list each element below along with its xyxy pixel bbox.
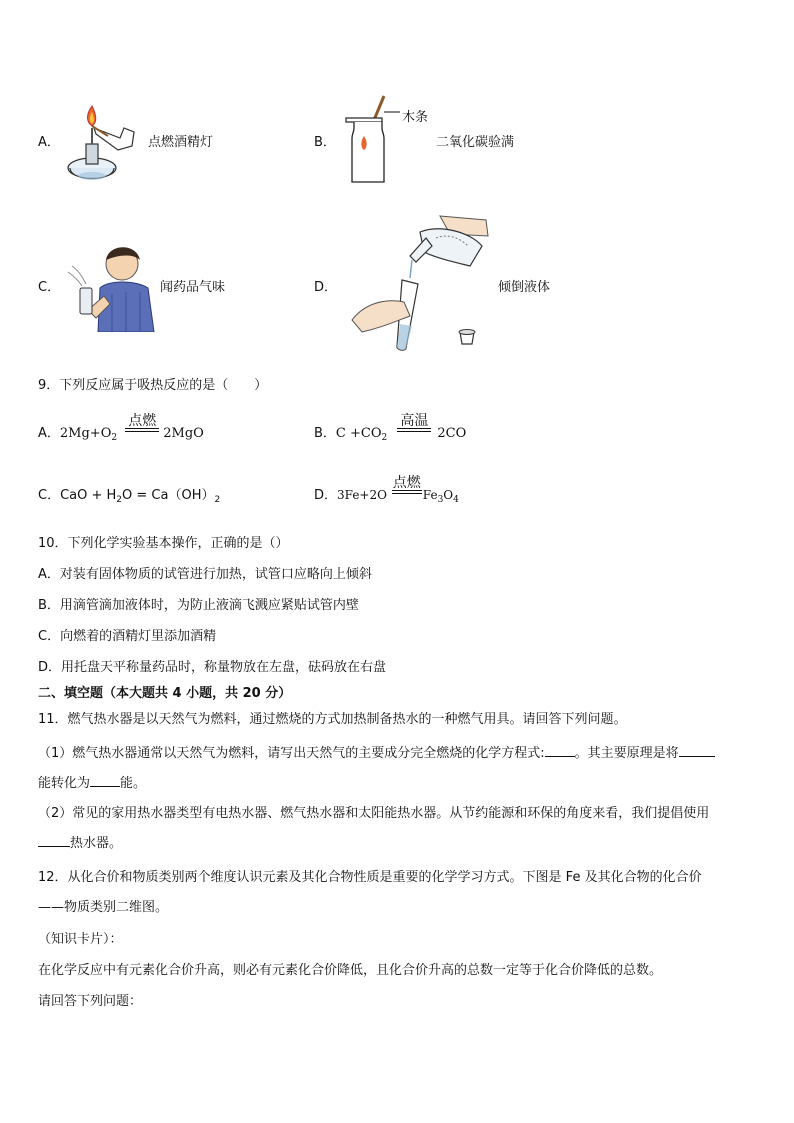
- option-c-letter: C．: [38, 280, 61, 295]
- smelling-chemical-figure: [64, 236, 160, 332]
- blank-energy-to: [90, 775, 120, 787]
- q9-option-b: B．$C +CO_2$ 高温 2CO: [314, 413, 467, 443]
- q11-part2-line1: （2）常见的家用热水器类型有电热水器、燃气热水器和太阳能热水器。从节约能源和环保的角度来看，我们提倡使用: [38, 806, 710, 821]
- q12-stem-line2: ——物质类别二维图。: [38, 900, 169, 915]
- q10-option-b: B．用滴管滴加液体时，为防止液滴飞溅应紧贴试管内壁: [38, 598, 359, 613]
- option-d-caption: 倾倒液体: [498, 280, 551, 295]
- alcohol-lamp-lighting-figure: [62, 98, 148, 188]
- q11-part2-line2: 热水器。: [38, 832, 122, 851]
- knowledge-card-title: （知识卡片）：: [38, 932, 123, 947]
- section-heading: 二、填空题（本大题共 4 小题，共 20 分）: [38, 686, 292, 701]
- q10-stem: 10．下列化学实验基本操作，正确的是（）: [38, 536, 289, 551]
- q10-option-d: D．用托盘天平称量药品时，称量物放在左盘，砝码放在右盘: [38, 660, 387, 675]
- blank-heater-type: [38, 835, 70, 847]
- option-c-caption: 闻药品气味: [160, 280, 226, 295]
- q11-part1-line2: 能转化为 能。: [38, 776, 147, 791]
- option-b-caption: 二氧化碳验满: [436, 135, 515, 150]
- knowledge-card-text: 在化学反应中有元素化合价升高，则必有元素化合价降低，且化合价升高的总数一定等于化合价降低的总数。: [38, 963, 663, 978]
- q9-d-arrow: 点燃: [392, 489, 422, 499]
- q9-option-d: D．3Fe+2O 点燃 $Fe_3O_4$: [314, 475, 459, 505]
- q9-option-a: A．$2Mg+O_2$ 点燃 2MgO: [38, 413, 204, 443]
- q10-option-a: A．对装有固体物质的试管进行加热，试管口应略向上倾斜: [38, 567, 372, 582]
- q9-stem: 9．下列反应属于吸热反应的是（ ）: [38, 378, 268, 393]
- option-a-caption: 点燃酒精灯: [148, 135, 214, 150]
- pouring-liquid-figure: [350, 212, 492, 354]
- q12-stem-line1: 12．从化合价和物质类别两个维度认识元素及其化合物性质是重要的化学学习方式。下图是 Fe 及其化合物的化合价: [38, 870, 702, 885]
- option-b-letter: B．: [314, 135, 336, 150]
- q9-a-arrow: 点燃: [125, 427, 159, 437]
- q9-b-arrow: 高温: [397, 427, 431, 437]
- q11-part1-line1: （1）燃气热水器通常以天然气为燃料，请写出天然气的主要成分完全燃烧的化学方程式: 。其主要原理是将: [38, 742, 715, 761]
- stick-label: 木条: [402, 110, 429, 125]
- q9-option-c: C．CaO + $H_2O = Ca(OH)_2$: [38, 488, 221, 505]
- q11-stem: 11．燃气热水器是以天然气为燃料，通过燃烧的方式加热制备热水的一种燃气用具。请回答下列问题。: [38, 712, 627, 727]
- blank-energy-from: [679, 745, 715, 757]
- option-d-letter: D．: [314, 280, 338, 295]
- co2-full-check-figure: [340, 94, 408, 188]
- option-a-letter: A．: [38, 135, 60, 150]
- q12-prompt: 请回答下列问题：: [38, 994, 143, 1009]
- blank-equation: [545, 745, 575, 757]
- q10-option-c: C．向燃着的酒精灯里添加酒精: [38, 629, 217, 644]
